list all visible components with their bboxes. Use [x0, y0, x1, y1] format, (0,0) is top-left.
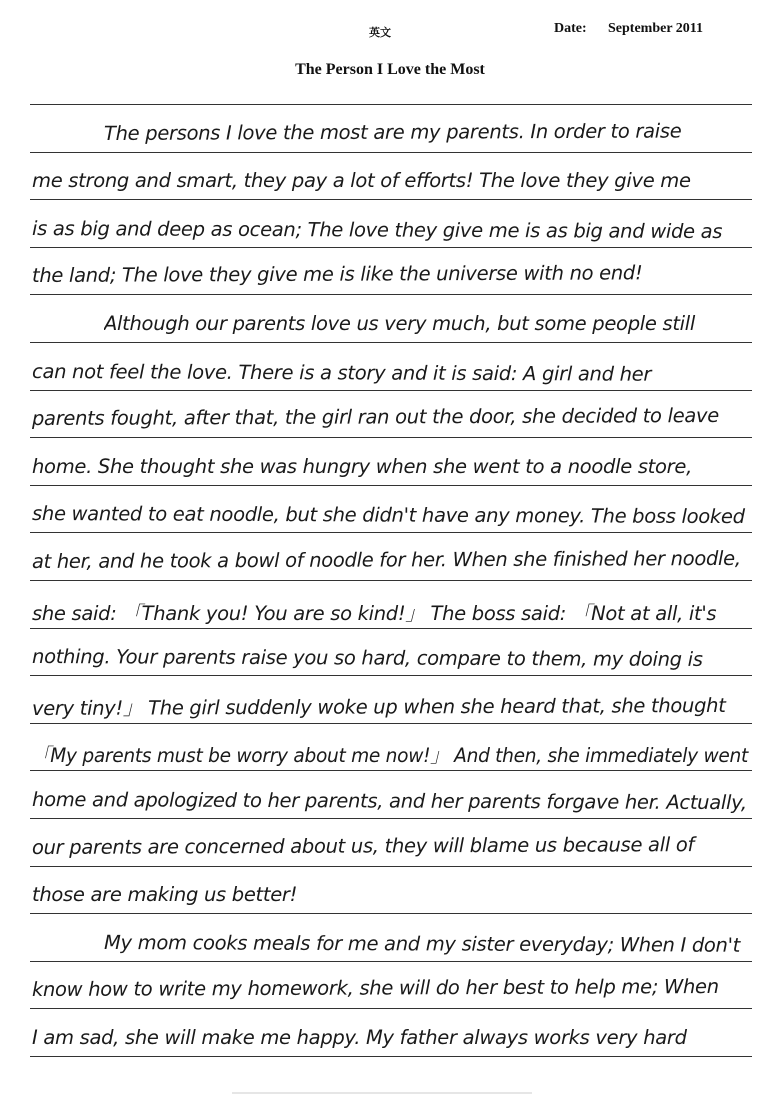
ruled-line [30, 247, 752, 248]
handwritten-line: at her, and he took a bowl of noodle for her. When she finished her noodle, [31, 546, 741, 573]
handwritten-line: me strong and smart, they pay a lot of efforts! The love they give me [32, 169, 691, 193]
ruled-line [30, 866, 752, 867]
subject-label: 英文 [369, 26, 391, 39]
handwritten-line: I am sad, she will make me happy. My father always works very hard [32, 1026, 687, 1049]
handwritten-line: home. She thought she was hungry when she went to a noodle store, [32, 454, 692, 478]
handwritten-line: parents fought, after that, the girl ran out the door, she decided to leave [31, 404, 720, 431]
ruled-line [30, 770, 752, 771]
ruled-line [30, 152, 752, 153]
ruled-line [30, 723, 752, 724]
handwritten-line: know how to write my homework, she will do her best to help me; When [31, 975, 719, 1002]
ruled-line [30, 342, 752, 343]
handwritten-line: The persons I love the most are my parents. In order to raise [103, 119, 682, 145]
date-label: Date: [554, 21, 587, 36]
handwritten-line: our parents are concerned about us, they will blame us because all of [31, 832, 695, 859]
handwritten-line: 「My parents must be worry about me now!」 And then, she immediately went [32, 744, 749, 768]
handwritten-line: home and apologized to her parents, and her parents forgave her. Actually, [32, 788, 747, 815]
date-value: September 2011 [608, 21, 704, 36]
ruled-line [30, 437, 752, 438]
handwritten-line: My mom cooks meals for me and my sister everyday; When I don't [104, 930, 741, 957]
handwritten-line: nothing. Your parents raise you so hard, compare to them, my doing is [32, 645, 703, 672]
ruled-line [30, 1056, 752, 1057]
handwritten-line: those are making us better! [32, 883, 298, 907]
handwritten-line: can not feel the love. There is a story and it is said: A girl and her [32, 359, 652, 386]
ruled-line [30, 199, 752, 200]
handwritten-line: the land; The love they give me is like the universe with no end! [31, 261, 643, 288]
ruled-line [30, 580, 752, 581]
handwritten-line: is as big and deep as ocean; The love they give me is as big and wide as [32, 216, 723, 243]
ruled-line [30, 104, 752, 105]
ruled-line [30, 913, 752, 914]
handwritten-line: she wanted to eat noodle, but she didn't have any money. The boss looked [32, 502, 745, 529]
essay-title: The Person I Love the Most [295, 61, 485, 78]
handwritten-line: very tiny!」 The girl suddenly woke up when she heard that, she thought [31, 693, 726, 720]
ruled-line [30, 961, 752, 962]
scan-smudge [232, 1092, 532, 1094]
ruled-line [30, 818, 752, 819]
ruled-line [30, 532, 752, 533]
ruled-line [30, 485, 752, 486]
ruled-line [30, 675, 752, 676]
handwritten-line: she said: 「Thank you! You are so kind!」 The boss said: 「Not at all, it's [32, 601, 717, 625]
ruled-line [30, 1008, 752, 1009]
ruled-line [30, 294, 752, 295]
handwritten-line: Although our parents love us very much, but some people still [104, 312, 696, 335]
ruled-line [30, 390, 752, 391]
ruled-line [30, 628, 752, 629]
